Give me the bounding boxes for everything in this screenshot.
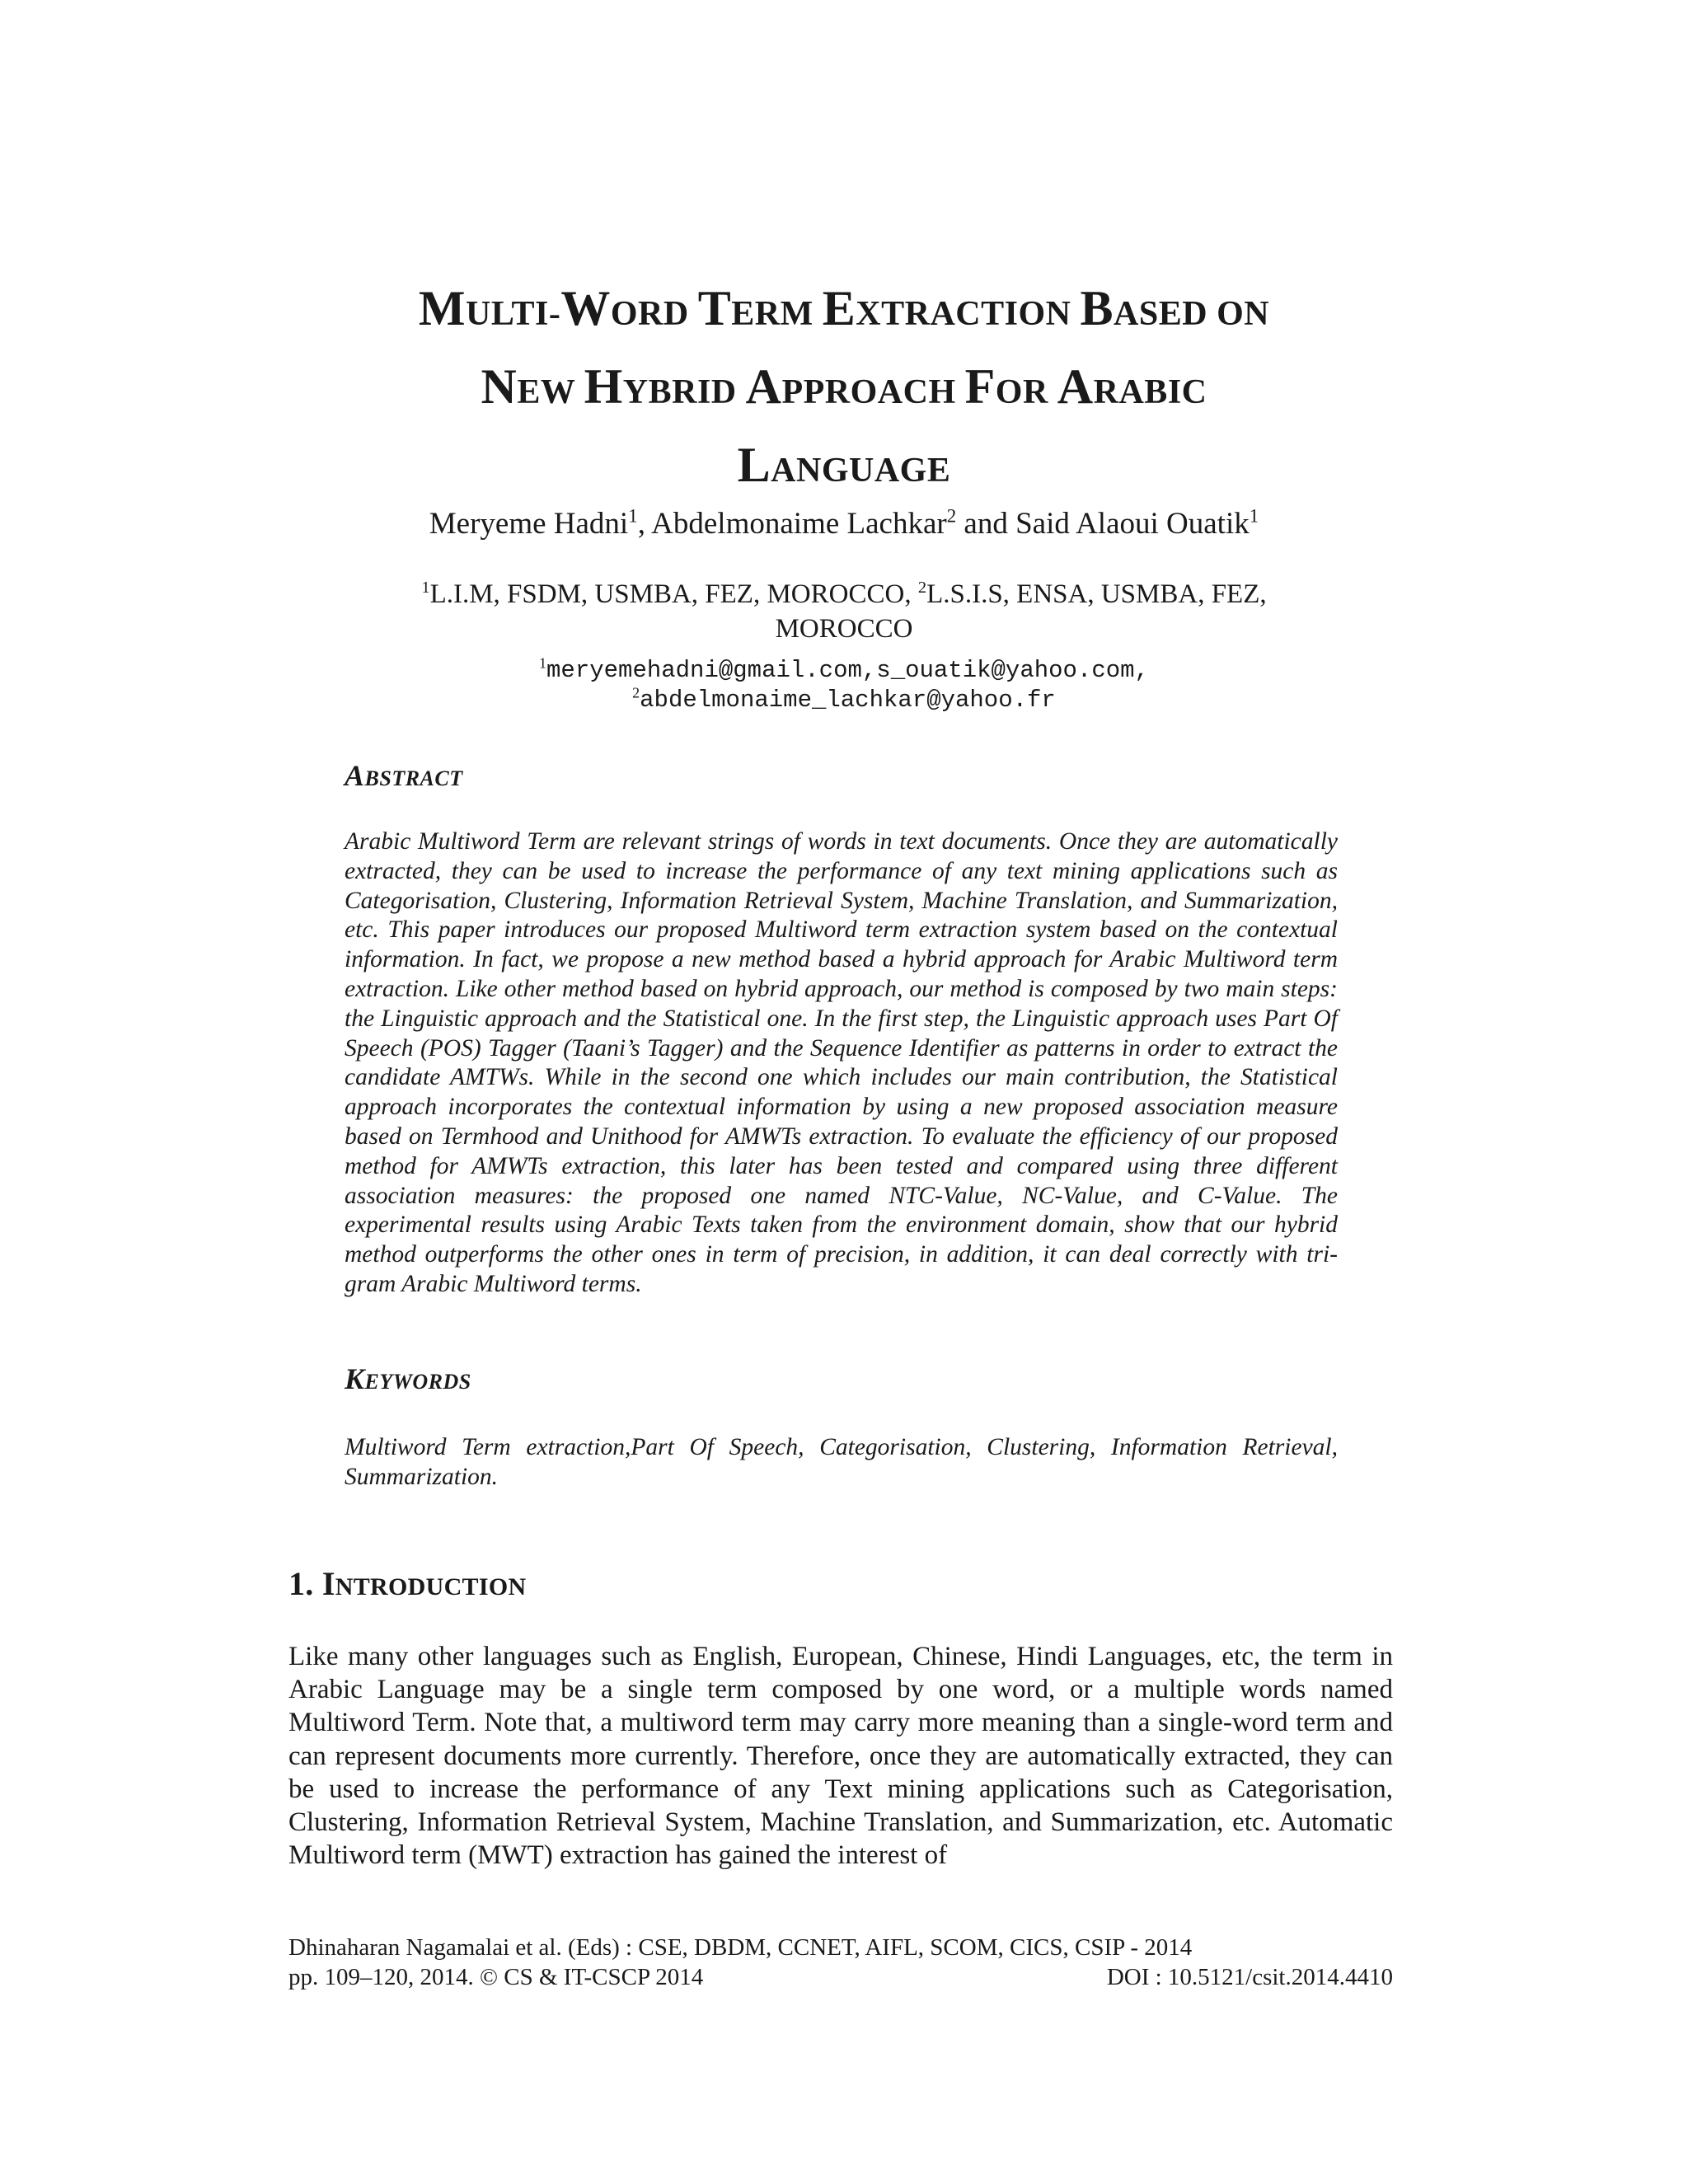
email-line-2: abdelmonaime_lachkar@yahoo.fr — [640, 687, 1056, 714]
paper-title — [247, 272, 1441, 507]
author-3: and Said Alaoui Ouatik — [956, 507, 1250, 541]
introduction-text: Like many other languages such as English, European, Chinese, Hindi Languages, etc, the term in Arabic Language may be a single term composed by one word, or a multiple words named Multiword Term. Note that, a multiword term may carry more meaning than a single-word term and can represent documents more currently. Therefore, once they are automatically extracted, they can be used to increase the performance of any Text mining applications such as Categorisation, Clustering, Information Retrieval System, Machine Translation, and Summarization, etc. Automatic Multiword term (MWT) extraction has gained the interest of — [288, 1642, 1393, 1871]
abstract-heading: ABSTRACT — [345, 759, 463, 792]
affiliations: $^1$L.I.M, FSDM, USMBA, FEZ, MOROCCO, $^2$L.S.I.S, ENSA, USMBA, FEZ, MOROCCO — [247, 577, 1441, 646]
footer-doi: DOI : 10.5121/csit.2014.4410 — [1106, 1964, 1393, 1990]
email-line-1: meryemehadni@gmail.com,s_ouatik@yahoo.com, — [546, 657, 1149, 684]
author-3-affil: 1 — [1249, 505, 1259, 527]
footer-proceedings: Dhinaharan Nagamalai et al. (Eds) : CSE, DBDM, CCNET, AIFL, SCOM, CICS, CSIP - 2014 — [288, 1934, 1193, 1961]
footer-pages: pp. 109–120, 2014. © CS & IT-CSCP 2014 — [288, 1964, 704, 1990]
page-footer — [288, 1933, 1393, 1992]
author-1-affil: 1 — [628, 505, 638, 527]
title-line-2: NEW HYBRID APPROACH FOR ARABIC — [481, 359, 1207, 414]
affiliation-2-country: MOROCCO — [775, 614, 913, 644]
affiliation-1: L.I.M, FSDM, USMBA, FEZ, MOROCCO, — [429, 579, 918, 609]
introduction-heading: 1. INTRODUCTION — [288, 1565, 527, 1602]
keywords-heading: KEYWORDS — [345, 1362, 471, 1395]
title-line-3: LANGUAGE — [737, 438, 951, 492]
title-line-1: MULTI-WORD TERM EXTRACTION BASED ON — [418, 281, 1270, 335]
author-1: Meryeme Hadni — [429, 507, 629, 541]
abstract-text: Arabic Multiword Term are relevant strings of words in text documents. Once they are automatically extracted, they can be used to increase the performance of any text mining applications such as Categorisation, Clustering, Information Retrieval System, Machine Translation, and Summarization, etc. This paper introduces our proposed Multiword term extraction system based on the contextual information. In fact, we propose a new method based a hybrid approach for Arabic Multiword term extraction. Like other method based on hybrid approach, our method is composed by two main steps: the Linguistic approach and the Statistical one. In the first step, the Linguistic approach uses Part Of Speech (POS) Tagger (Taani’s Tagger) and the Sequence Identifier as patterns in order to extract the candidate AMTWs. While in the second one which includes our main contribution, the Statistical approach incorporates the contextual information by using a new proposed association measure based on Termhood and Unithood for AMWTs extraction. To evaluate the efficiency of our proposed method for AMWTs extraction, this later has been tested and compared using three different association measures: the proposed one named NTC-Value, NC-Value, and C-Value. The experimental results using Arabic Texts taken from the environment domain, show that our hybrid method outperforms the other ones in term of precision, in addition, it can deal correctly with tri-gram Arabic Multiword terms. — [345, 828, 1338, 1297]
author-2: , Abdelmonaime Lachkar — [637, 507, 947, 541]
keywords-text: Multiword Term extraction,Part Of Speech, Categorisation, Clustering, Information Retrieval, Summarization. — [345, 1434, 1338, 1490]
author-2-affil: 2 — [946, 505, 957, 527]
author-list — [247, 504, 1441, 544]
affiliation-2: L.S.I.S, ENSA, USMBA, FEZ, — [926, 579, 1267, 609]
author-emails: $^1$meryemehadni@gmail.com,s_ouatik@yahoo.com, $^2$abdelmonaime_lachkar@yahoo.fr — [539, 654, 1149, 714]
